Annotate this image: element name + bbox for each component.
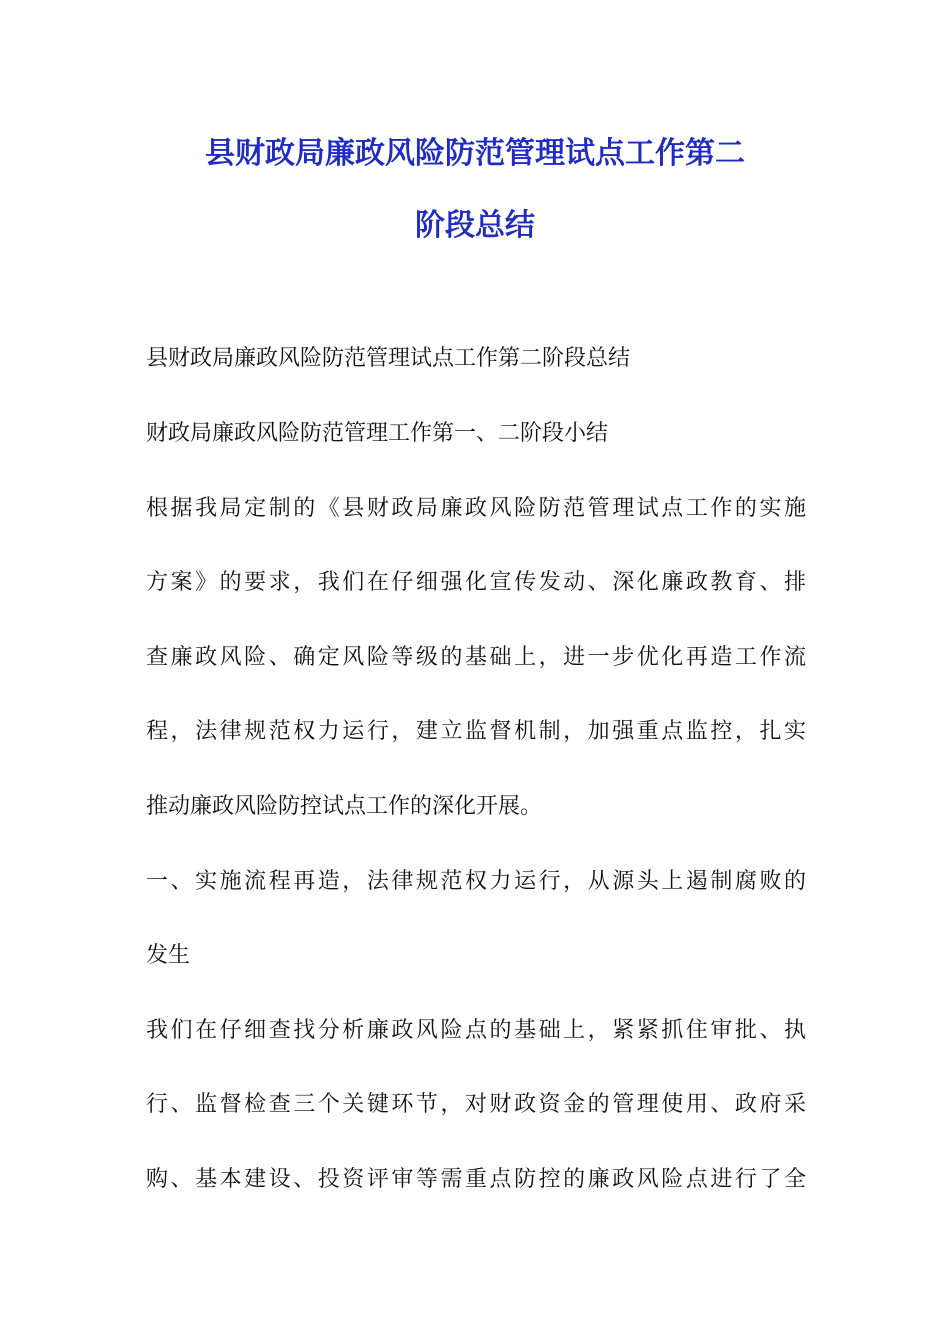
body-line: 推动廉政风险防控试点工作的深化开展。 xyxy=(146,794,543,819)
body-line: 发生 xyxy=(146,943,191,968)
document-title-line-1: 县财政局廉政风险防范管理试点工作第二 xyxy=(205,136,745,171)
body-line: 查廉政风险、确定风险等级的基础上，进一步优化再造工作流 xyxy=(146,645,806,670)
body-line: 一、实施流程再造，法律规范权力运行，从源头上遏制腐败的 xyxy=(146,869,806,894)
body-line: 方案》的要求，我们在仔细强化宣传发动、深化廉政教育、排 xyxy=(146,570,806,595)
body-line: 财政局廉政风险防范管理工作第一、二阶段小结 xyxy=(146,421,609,446)
body-line: 购、基本建设、投资评审等需重点防控的廉政风险点进行了全 xyxy=(146,1167,806,1192)
body-line: 根据我局定制的《县财政局廉政风险防范管理试点工作的实施 xyxy=(146,496,806,521)
body-line: 程，法律规范权力运行，建立监督机制，加强重点监控，扎实 xyxy=(146,719,806,744)
body-line: 县财政局廉政风险防范管理试点工作第二阶段总结 xyxy=(146,346,631,371)
body-line: 我们在仔细查找分析廉政风险点的基础上，紧紧抓住审批、执 xyxy=(146,1018,806,1043)
body-line: 行、监督检查三个关键环节，对财政资金的管理使用、政府采 xyxy=(146,1092,806,1117)
document-title-line-2: 阶段总结 xyxy=(415,208,535,243)
